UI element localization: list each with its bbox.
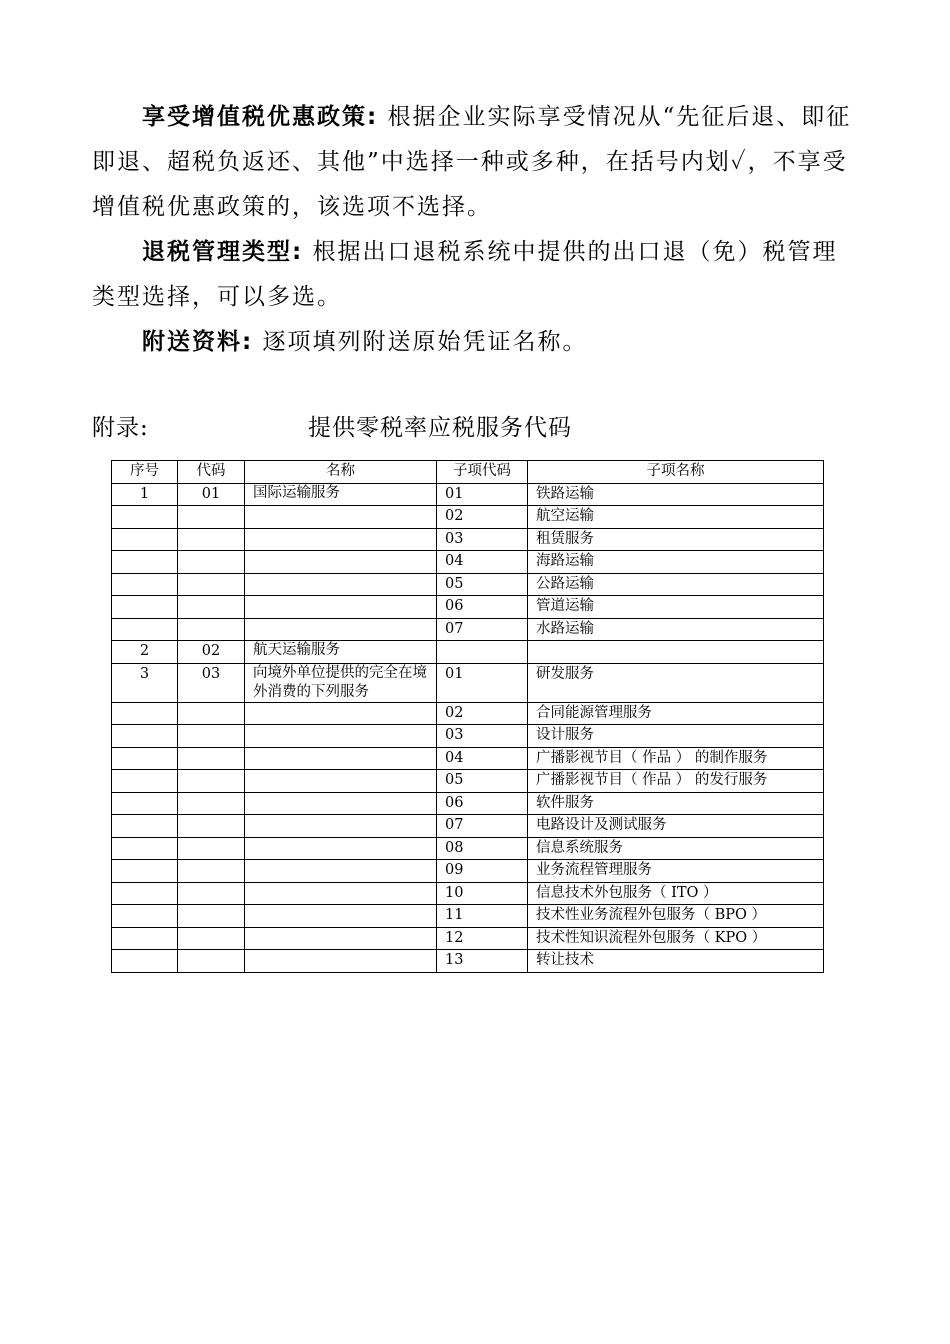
- table-row: [112, 618, 824, 641]
- cell-seq: [112, 837, 178, 860]
- cell-code: 03: [178, 663, 245, 702]
- table-row: [112, 770, 824, 793]
- table-row: [112, 905, 824, 928]
- cell-sub-name: 业务流程管理服务: [528, 860, 824, 883]
- cell-sub-name: 信息系统服务: [528, 837, 824, 860]
- cell-sub-name: 设计服务: [528, 725, 824, 748]
- cell-name: [245, 702, 437, 725]
- cell-seq: [112, 725, 178, 748]
- cell-sub-name: 海路运输: [528, 551, 824, 574]
- cell-sub-code: 07: [437, 618, 528, 641]
- header-sub-name: 子项名称: [528, 461, 824, 484]
- paragraph-label: 享受增值税优惠政策:: [142, 104, 379, 130]
- cell-sub-code: 07: [437, 815, 528, 838]
- cell-sub-code: 11: [437, 905, 528, 928]
- cell-seq: [112, 573, 178, 596]
- paragraph-text: 根据出口退税系统中提供的出口退（免）税管理类型选择，可以多选。: [92, 239, 838, 310]
- cell-sub-code: 13: [437, 950, 528, 973]
- table-row: [112, 551, 824, 574]
- cell-seq: [112, 747, 178, 770]
- cell-name: [245, 725, 437, 748]
- cell-code: [178, 927, 245, 950]
- cell-sub-code: 10: [437, 882, 528, 905]
- cell-sub-name: 转让技术: [528, 950, 824, 973]
- cell-seq: 1: [112, 483, 178, 506]
- cell-sub-name: 技术性知识流程外包服务（ KPO ）: [528, 927, 824, 950]
- header-code: 代码: [178, 461, 245, 484]
- cell-name: [245, 950, 437, 973]
- table-row: [112, 725, 824, 748]
- cell-name: [245, 747, 437, 770]
- cell-name: [245, 837, 437, 860]
- cell-seq: [112, 882, 178, 905]
- table-row: [112, 815, 824, 838]
- cell-code: [178, 860, 245, 883]
- cell-code: [178, 770, 245, 793]
- cell-name: [245, 528, 437, 551]
- cell-code: [178, 573, 245, 596]
- header-seq: 序号: [112, 461, 178, 484]
- cell-sub-code: 02: [437, 702, 528, 725]
- cell-seq: [112, 927, 178, 950]
- table-row: [112, 837, 824, 860]
- cell-sub-code: 06: [437, 792, 528, 815]
- cell-sub-name: 租赁服务: [528, 528, 824, 551]
- cell-code: [178, 950, 245, 973]
- cell-sub-name: 航空运输: [528, 506, 824, 529]
- table-row: [112, 483, 824, 506]
- cell-sub-name: 水路运输: [528, 618, 824, 641]
- cell-name: [245, 882, 437, 905]
- table-row: [112, 702, 824, 725]
- cell-sub-name: 广播影视节目（ 作品 ） 的制作服务: [528, 747, 824, 770]
- cell-seq: [112, 528, 178, 551]
- cell-seq: [112, 815, 178, 838]
- cell-name: [245, 573, 437, 596]
- cell-sub-name: 合同能源管理服务: [528, 702, 824, 725]
- table-row: [112, 927, 824, 950]
- table-row: [112, 792, 824, 815]
- paragraph-attachments: [92, 320, 862, 365]
- cell-name: [245, 506, 437, 529]
- table-header-row: [112, 461, 824, 484]
- cell-sub-name: 软件服务: [528, 792, 824, 815]
- cell-code: [178, 837, 245, 860]
- cell-seq: [112, 506, 178, 529]
- cell-sub-name: 广播影视节目（ 作品 ） 的发行服务: [528, 770, 824, 793]
- cell-name: [245, 770, 437, 793]
- cell-code: 02: [178, 641, 245, 664]
- cell-code: [178, 747, 245, 770]
- cell-sub-code: 05: [437, 770, 528, 793]
- cell-name: 国际运输服务: [245, 483, 437, 506]
- cell-code: [178, 702, 245, 725]
- cell-name: [245, 905, 437, 928]
- cell-sub-code: 08: [437, 837, 528, 860]
- cell-seq: [112, 551, 178, 574]
- cell-sub-name: 管道运输: [528, 596, 824, 619]
- table-row: [112, 747, 824, 770]
- table-row: [112, 860, 824, 883]
- cell-sub-name: 信息技术外包服务（ ITO ）: [528, 882, 824, 905]
- table-row: [112, 573, 824, 596]
- cell-sub-code: 06: [437, 596, 528, 619]
- cell-name: [245, 815, 437, 838]
- table-row: [112, 950, 824, 973]
- cell-sub-code: 03: [437, 528, 528, 551]
- cell-name: [245, 792, 437, 815]
- header-name: 名称: [245, 461, 437, 484]
- cell-sub-code: 04: [437, 747, 528, 770]
- cell-seq: [112, 950, 178, 973]
- cell-seq: [112, 596, 178, 619]
- cell-code: [178, 596, 245, 619]
- cell-sub-code: 01: [437, 483, 528, 506]
- cell-name: [245, 596, 437, 619]
- cell-seq: [112, 770, 178, 793]
- paragraph-text: 根据企业实际享受情况从“先征后退、即征即退、超税负返还、其他”中选择一种或多种，在括号内划✓，不享受增值税优惠政策的，该选项不选择。: [92, 104, 852, 220]
- cell-code: [178, 905, 245, 928]
- paragraph-label: 退税管理类型:: [142, 239, 304, 265]
- cell-code: [178, 551, 245, 574]
- cell-sub-name: 电路设计及测试服务: [528, 815, 824, 838]
- cell-seq: 2: [112, 641, 178, 664]
- table-row: [112, 641, 824, 664]
- cell-sub-name: [528, 641, 824, 664]
- table-row: [112, 506, 824, 529]
- table-row: [112, 528, 824, 551]
- header-sub-code: 子项代码: [437, 461, 528, 484]
- cell-sub-name: 公路运输: [528, 573, 824, 596]
- cell-code: 01: [178, 483, 245, 506]
- cell-sub-code: 09: [437, 860, 528, 883]
- cell-code: [178, 725, 245, 748]
- cell-code: [178, 506, 245, 529]
- cell-sub-code: [437, 641, 528, 664]
- cell-sub-code: 03: [437, 725, 528, 748]
- paragraph-label: 附送资料:: [142, 329, 254, 355]
- paragraph-text: 逐项填列附送原始凭证名称。: [253, 329, 588, 355]
- table-row: [112, 882, 824, 905]
- cell-sub-code: 04: [437, 551, 528, 574]
- cell-name: 向境外单位提供的完全在境外消费的下列服务: [245, 663, 437, 702]
- cell-name: 航天运输服务: [245, 641, 437, 664]
- cell-code: [178, 792, 245, 815]
- cell-sub-code: 02: [437, 506, 528, 529]
- table-row: [112, 596, 824, 619]
- cell-sub-code: 01: [437, 663, 528, 702]
- cell-name: [245, 618, 437, 641]
- table-row: [112, 663, 824, 702]
- cell-sub-code: 12: [437, 927, 528, 950]
- cell-sub-name: 研发服务: [528, 663, 824, 702]
- cell-seq: [112, 702, 178, 725]
- cell-seq: [112, 792, 178, 815]
- cell-code: [178, 815, 245, 838]
- cell-code: [178, 882, 245, 905]
- cell-sub-name: 技术性业务流程外包服务（ BPO ）: [528, 905, 824, 928]
- cell-seq: [112, 618, 178, 641]
- cell-code: [178, 528, 245, 551]
- appendix-label: 附录:: [92, 415, 149, 441]
- cell-sub-name: 铁路运输: [528, 483, 824, 506]
- cell-name: [245, 927, 437, 950]
- paragraph-refund-type: [92, 230, 862, 320]
- cell-code: [178, 618, 245, 641]
- cell-sub-code: 05: [437, 573, 528, 596]
- cell-seq: [112, 905, 178, 928]
- cell-seq: [112, 860, 178, 883]
- cell-seq: 3: [112, 663, 178, 702]
- cell-name: [245, 551, 437, 574]
- service-code-table: [111, 460, 824, 973]
- appendix-title: 提供零税率应税服务代码: [308, 415, 572, 441]
- paragraph-vat-preference: [92, 95, 862, 230]
- cell-name: [245, 860, 437, 883]
